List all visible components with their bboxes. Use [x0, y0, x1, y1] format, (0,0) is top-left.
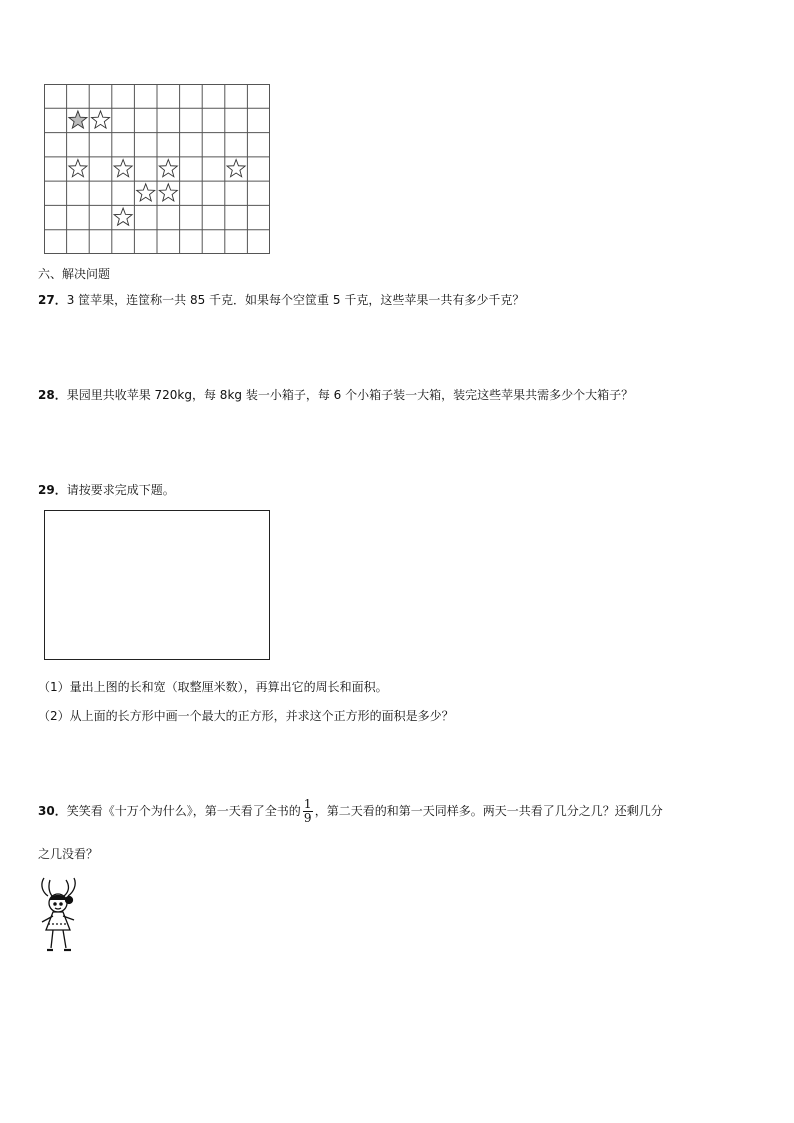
star-icon: [91, 111, 109, 128]
girl-icon: [36, 876, 80, 958]
question-29-part-2: （2）从上面的长方形中画一个最大的正方形，并求这个正方形的面积是多少？: [38, 709, 454, 723]
star-icon: [69, 160, 87, 177]
star-icon: [227, 160, 245, 177]
question-number: 30．: [38, 804, 67, 818]
question-29: [38, 481, 175, 498]
cartoon-girl-illustration: [36, 876, 80, 958]
fraction-numerator: 1: [303, 797, 312, 811]
star-icon: [159, 184, 177, 201]
question-number: 28．: [38, 388, 67, 402]
section-title: 六、解决问题: [38, 267, 111, 281]
star-icon: [114, 160, 132, 177]
question-text: 3 筐苹果，连筐称一共 85 千克．如果每个空筐重 5 千克，这些苹果一共有多少千克？: [66, 293, 525, 307]
question-30: [38, 798, 663, 825]
question-30-continued: 之几没看？: [38, 847, 99, 861]
rectangle-figure: [44, 510, 270, 660]
question-number: 27．: [38, 293, 67, 307]
star-grid: [44, 84, 270, 254]
star-icon: [159, 160, 177, 177]
question-number: 29．: [38, 483, 67, 497]
fraction-one-ninth: [303, 798, 313, 825]
question-text: 果园里共收苹果 720kg，每 8kg 装一小箱子，每 6 个小箱子装一大箱，装完这些苹果共需多少个大箱子？: [66, 388, 634, 402]
fraction-denominator: 9: [303, 811, 312, 825]
question-text-b: ，第二天看的和第一天同样多。两天一共看了几分之几？还剩几分: [314, 804, 663, 818]
question-27: [38, 291, 524, 308]
star-icon: [69, 111, 87, 128]
star-icon: [137, 184, 155, 201]
star-grid-figure: [44, 84, 270, 254]
question-29-part-1: （1）量出上图的长和宽（取整厘米数），再算出它的周长和面积。: [38, 680, 388, 694]
question-28: [38, 386, 633, 403]
star-icon: [114, 208, 132, 225]
question-text-a: 笑笑看《十万个为什么》，第一天看了全书的: [66, 804, 301, 818]
question-text: 请按要求完成下题。: [66, 483, 175, 497]
